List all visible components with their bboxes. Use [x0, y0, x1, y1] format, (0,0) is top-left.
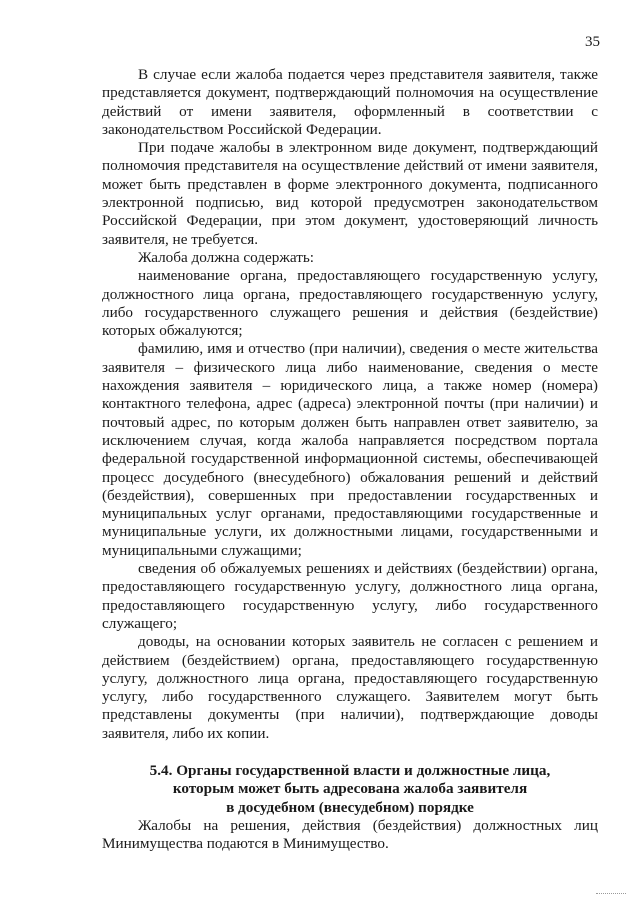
section-heading	[102, 762, 598, 817]
paragraph-representative: В случае если жалоба подается через представителя заявителя, также представляется документ, подтверждающий полномочия на осуществление действий от имени заявителя, оформленный в соответствии с законодательством Российской Федерации.	[102, 66, 598, 138]
section-heading-line-1: 5.4. Органы государственной власти и должностные лица,	[149, 761, 551, 779]
document-body	[102, 66, 598, 853]
paragraph-electronic-submission: При подаче жалобы в электронном виде документ, подтверждающий полномочия представителя на осуществление действий от имени заявителя, может быть представлен в форме электронного документа, подписанного электронной подписью, вид которой предусмотрен законодательством Российской Федерации, при этом документ, удостоверяющий личность заявителя, не требуется.	[102, 139, 598, 248]
list-item-applicant-details: фамилию, имя и отчество (при наличии), сведения о месте жительства заявителя – физического лица либо наименование, сведения о месте нахождения заявителя – юридического лица, а также номер (номера) контактного телефона, адрес (адреса) электронной почты (при наличии) и почтовый адрес, по которым должен быть направлен ответ заявителю, за исключением случая, когда жалоба направляется посредством портала федеральной государственной информационной системы, обеспечивающей процесс досудебного (внесудебного) обжалования решений и действий (бездействия), совершенных при предоставлении государственных и муниципальных услуг органами, предоставляющими государственные и муниципальные услуги, их должностными лицами, государственными и муниципальными служащими;	[102, 340, 598, 559]
section-heading-line-3: в досудебном (внесудебном) порядке	[226, 798, 474, 816]
page-number: 35	[585, 34, 600, 50]
list-item-arguments: доводы, на основании которых заявитель не согласен с решением и действием (бездействием) органа, предоставляющего государственную услугу, должностного лица органа, предоставляющего государственную услугу, либо государственного служащего. Заявителем могут быть представлены документы (при наличии), подтверждающие доводы заявителя, либо их копии.	[102, 633, 598, 742]
paragraph-complaint-contents: Жалоба должна содержать:	[138, 248, 314, 266]
scan-corner-mark	[596, 893, 626, 894]
list-item-appealed-decisions: сведения об обжалуемых решениях и действиях (бездействии) органа, предоставляющего государственную услугу, должностного лица органа, предоставляющего государственную услугу, либо государственного служащего;	[102, 560, 598, 632]
paragraph-closing: Жалобы на решения, действия (бездействия) должностных лиц Минимущества подаются в Минимущество.	[102, 816, 598, 853]
list-item-organ-name: наименование органа, предоставляющего государственную услугу, должностного лица органа, предоставляющего государственную услугу, либо государственного служащего решения и действия (бездействие) которых обжалуются;	[102, 267, 598, 340]
section-heading-line-2: которым может быть адресована жалоба заявителя	[172, 780, 528, 798]
